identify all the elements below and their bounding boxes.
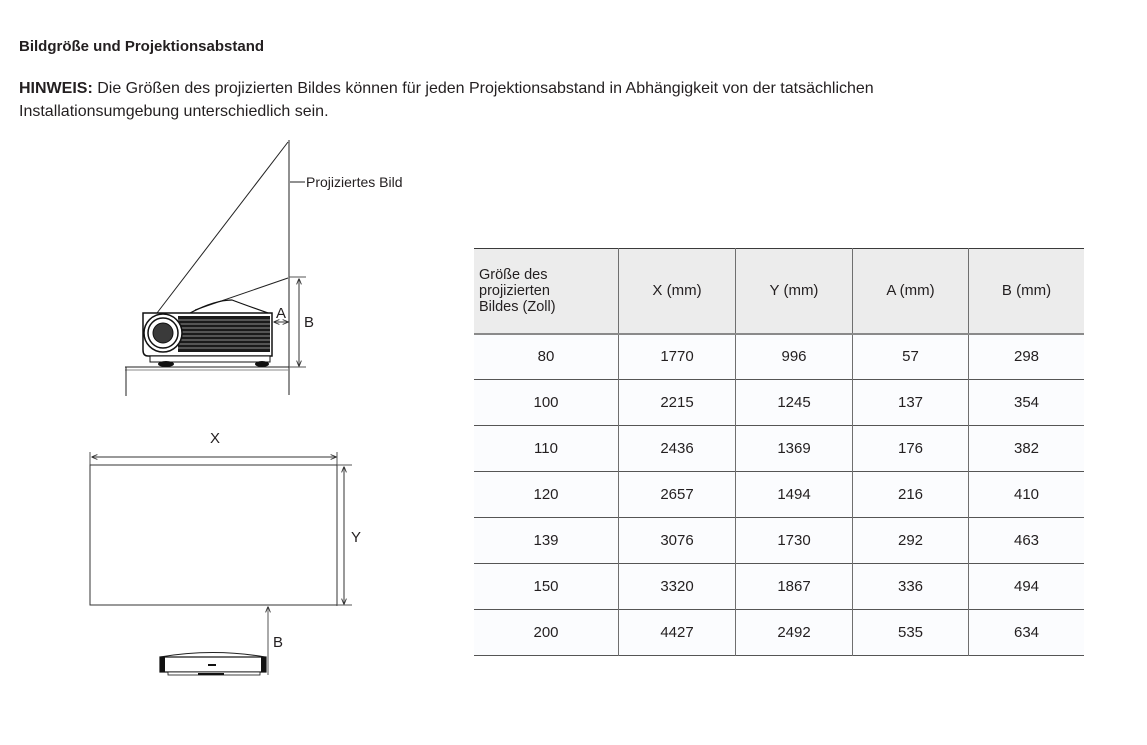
cell-size: 80 (537, 348, 555, 366)
header-a: A (mm) (853, 249, 969, 334)
cell-x: 2215 (619, 380, 736, 426)
projection-diagrams (0, 0, 470, 745)
cell-size: 100 (533, 394, 559, 411)
cell-b: 463 (969, 518, 1085, 564)
cell-x: 2657 (619, 472, 736, 518)
label-x: X (210, 430, 221, 447)
cell-y: 996 (736, 334, 853, 380)
cell-x: 3076 (619, 518, 736, 564)
cell-x: 3320 (619, 564, 736, 610)
table-row (474, 564, 1084, 610)
table-row (474, 380, 1084, 426)
cell-y: 2492 (736, 610, 853, 656)
cell-a: 292 (853, 518, 969, 564)
cell-a: 535 (853, 610, 969, 656)
cell-a: 137 (853, 380, 969, 426)
header-y: Y (mm) (736, 249, 853, 334)
cell-b: 382 (969, 426, 1085, 472)
cell-b: 634 (969, 610, 1085, 656)
table-row (474, 426, 1084, 472)
table-row (474, 518, 1084, 564)
note-text-line2: Installationsumgebung unterschiedlich sein. (19, 103, 329, 120)
header-b: B (mm) (969, 249, 1085, 334)
cell-y: 1730 (736, 518, 853, 564)
note-text-line1: Die Größen des projizierten Bildes können für jeden Projektionsabstand in Abhängigkeit von der tatsächlichen (92, 80, 874, 97)
side-view-diagram (125, 140, 402, 396)
front-view-diagram (90, 430, 361, 675)
label-a: A (276, 305, 287, 322)
projector-front-icon (160, 653, 266, 676)
cell-a: 216 (853, 472, 969, 518)
projector-side-icon (143, 300, 272, 367)
table-row (474, 610, 1084, 656)
cell-size: 139 (533, 532, 559, 549)
section-heading: Bildgröße und Projektionsabstand (19, 38, 265, 55)
cell-size: 150 (533, 578, 559, 595)
cell-x: 4427 (619, 610, 736, 656)
header-image-size: Größe des projizierten Bildes (Zoll) (479, 266, 556, 315)
cell-size: 110 (534, 440, 558, 457)
cell-y: 1245 (736, 380, 853, 426)
cell-b: 298 (969, 334, 1085, 380)
cell-x: 2436 (619, 426, 736, 472)
table-header-row (474, 249, 1084, 334)
cell-size: 120 (533, 486, 559, 503)
cell-y: 1494 (736, 472, 853, 518)
cell-b: 410 (969, 472, 1085, 518)
table-row (474, 472, 1084, 518)
beam-upper-line (157, 142, 288, 313)
cell-a: 57 (853, 334, 969, 380)
cell-a: 336 (853, 564, 969, 610)
cell-y: 1369 (736, 426, 853, 472)
note-label: HINWEIS: (19, 80, 93, 97)
header-x: X (mm) (619, 249, 736, 334)
cell-size: 200 (533, 624, 559, 641)
label-b-side: B (304, 314, 315, 331)
label-b-front: B (273, 634, 284, 651)
table-row (474, 334, 1084, 380)
projection-size-table (474, 248, 1084, 656)
cell-a: 176 (853, 426, 969, 472)
label-y: Y (351, 529, 362, 546)
cell-b: 354 (969, 380, 1085, 426)
projected-image-label: Projiziertes Bild (306, 174, 403, 190)
projected-image-rect (90, 465, 337, 605)
cell-x: 1770 (619, 334, 736, 380)
cell-b: 494 (969, 564, 1085, 610)
cell-y: 1867 (736, 564, 853, 610)
